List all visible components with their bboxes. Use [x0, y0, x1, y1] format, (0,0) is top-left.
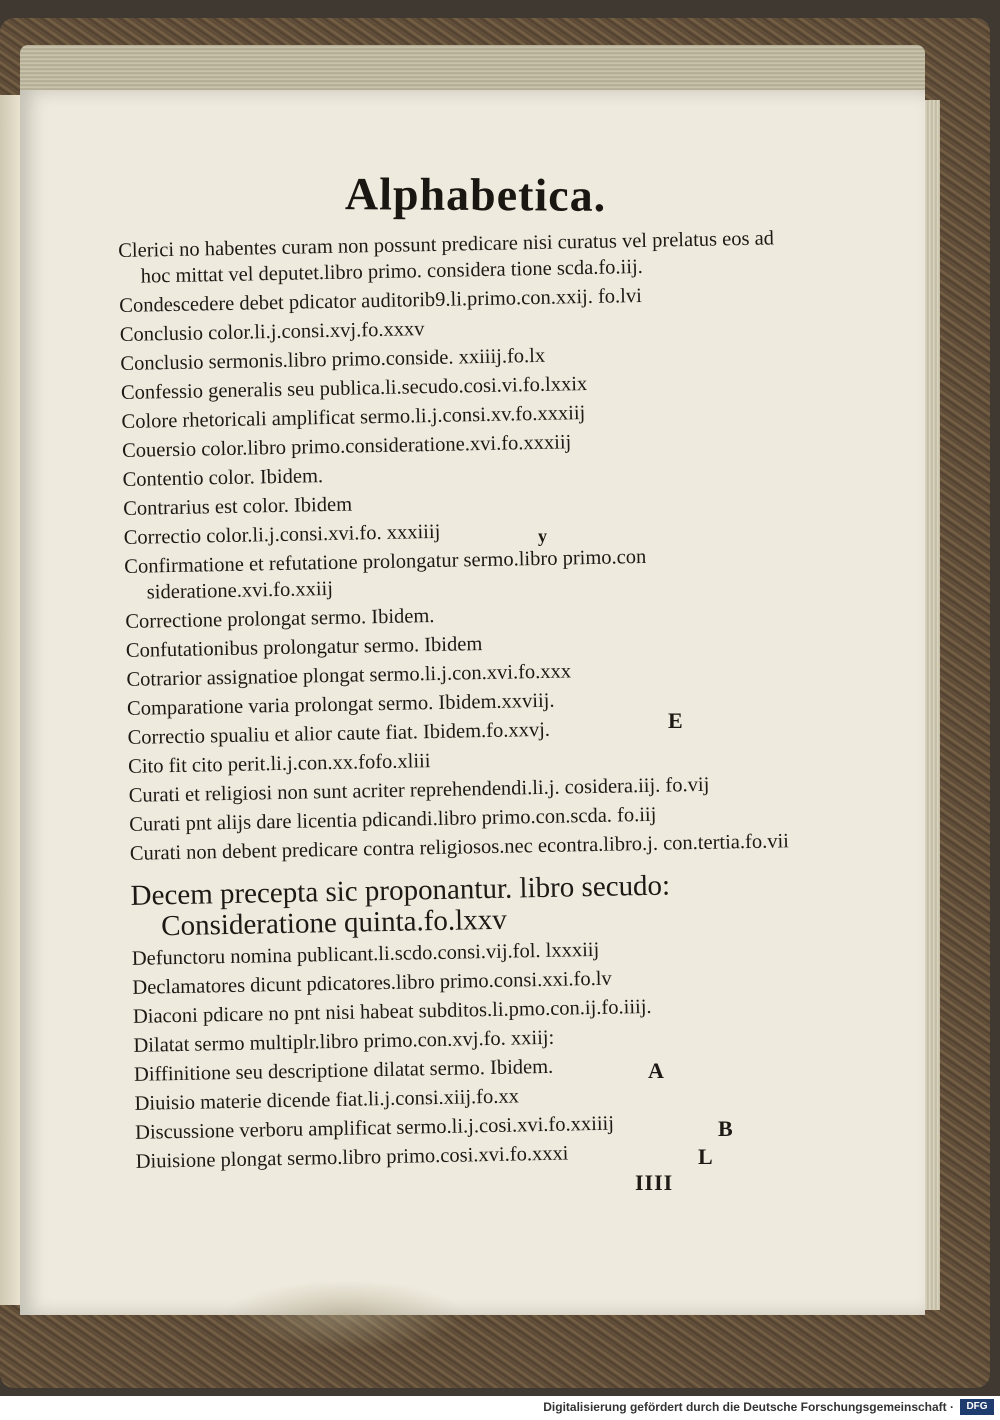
index-entry: Declamatores dicunt pdicatores.libro primo.consi.xxi.fo.lv	[132, 967, 612, 999]
index-entry: Diuisione plongat sermo.libro primo.cosi.xvi.fo.xxxi	[135, 1142, 569, 1173]
index-entry: Dilatat sermo multiplr.libro primo.con.xvj.fo. xxiij:	[133, 1026, 555, 1057]
margin-mark: B	[718, 1116, 733, 1141]
margin-mark: L	[698, 1144, 713, 1169]
index-entry: Confutationibus prolongatur sermo. Ibidem	[125, 633, 483, 662]
gathering-signature: IIII	[635, 1170, 674, 1195]
index-entry: Correctione prolongat sermo. Ibidem.	[125, 604, 435, 633]
index-entry: Diffinitione seu descriptione dilatat sermo. Ibidem.	[133, 1055, 554, 1086]
margin-mark: A	[648, 1058, 664, 1083]
index-entry: Correctio color.li.j.consi.xvi.fo. xxxiiij	[123, 520, 441, 549]
index-entry: Confessio generalis seu publica.li.secudo.cosi.vi.fo.lxxix	[120, 373, 588, 404]
index-entry: Comparatione varia prolongat sermo. Ibidem.xxviij.	[126, 689, 555, 720]
left-page-leaf	[0, 95, 22, 1305]
index-entry: Cotrarior assignatioe plongat sermo.li.j.con.xvi.fo.xxx	[126, 660, 572, 691]
index-entry: Correctio spualiu et alior caute fiat. Ibidem.fo.xxvj.	[127, 718, 551, 749]
index-entry: Conclusio sermonis.libro primo.conside. xxiiij.fo.lx	[120, 344, 546, 375]
index-entry: Couersio color.libro primo.consideratione.xvi.fo.xxxiij	[121, 431, 572, 462]
index-entry: Conclusio color.li.j.consi.xvj.fo.xxxv	[119, 318, 425, 346]
index-entry: Condescedere debet pdicator auditorib9.li.primo.con.xxij. fo.lvi	[119, 284, 643, 317]
index-entry: Cito fit cito perit.li.j.con.xx.fofo.xliii	[127, 750, 431, 778]
index-entry: Contrarius est color. Ibidem	[122, 493, 353, 520]
index-entry-section-d: Decem precepta sic proponantur. libro secudo: Consideratione quinta.fo.lxxv	[130, 869, 671, 943]
page-stain	[225, 1280, 465, 1350]
funding-credit: Digitalisierung gefördert durch die Deutsche Forschungsgemeinschaft ·	[543, 1400, 954, 1414]
index-entry: Confirmatione et refutatione prolongatur sermo.libro primo.con sideratione.xvi.fo.xxiij	[124, 545, 647, 604]
index-entry: Defunctoru nomina publicant.li.scdo.consi.vij.fol. lxxxiij	[131, 938, 600, 970]
index-entry: Diaconi pdicare no pnt nisi habeat subditos.li.pmo.con.ij.fo.iiij.	[132, 995, 652, 1028]
margin-mark: y	[538, 526, 547, 546]
index-entry: Curati non debent predicare contra religiosos.nec econtra.libro.j. con.tertia.fo.vii	[129, 830, 790, 865]
index-entry: Contentio color. Ibidem.	[122, 465, 324, 491]
index-entry: Diuisio materie dicende fiat.li.j.consi.xiij.fo.xx	[134, 1085, 520, 1115]
footer-bar	[0, 1396, 1000, 1420]
index-entry: Curati et religiosi non sunt acriter reprehendendi.li.j. cosidera.iij. fo.vij	[128, 773, 710, 807]
page-heading: Alphabetica.	[344, 168, 607, 221]
margin-mark: E	[668, 708, 683, 733]
index-entries	[118, 225, 796, 1177]
index-entry: Discussione verboru amplificat sermo.li.j.cosi.xvi.fo.xxiiij	[134, 1112, 615, 1144]
dfg-logo: DFG	[960, 1399, 994, 1415]
index-entry: Curati pnt alijs dare licentia pdicandi.libro primo.con.scda. fo.iij	[129, 803, 657, 836]
index-entry: Clerici no habentes curam non possunt predicare nisi curatus vel prelatus eos ad hoc mittat vel deputet.libro primo. considera tione scda.fo.iij.	[118, 227, 775, 288]
index-entry: Colore rhetoricali amplificat sermo.li.j.consi.xv.fo.xxxiij	[121, 402, 586, 433]
